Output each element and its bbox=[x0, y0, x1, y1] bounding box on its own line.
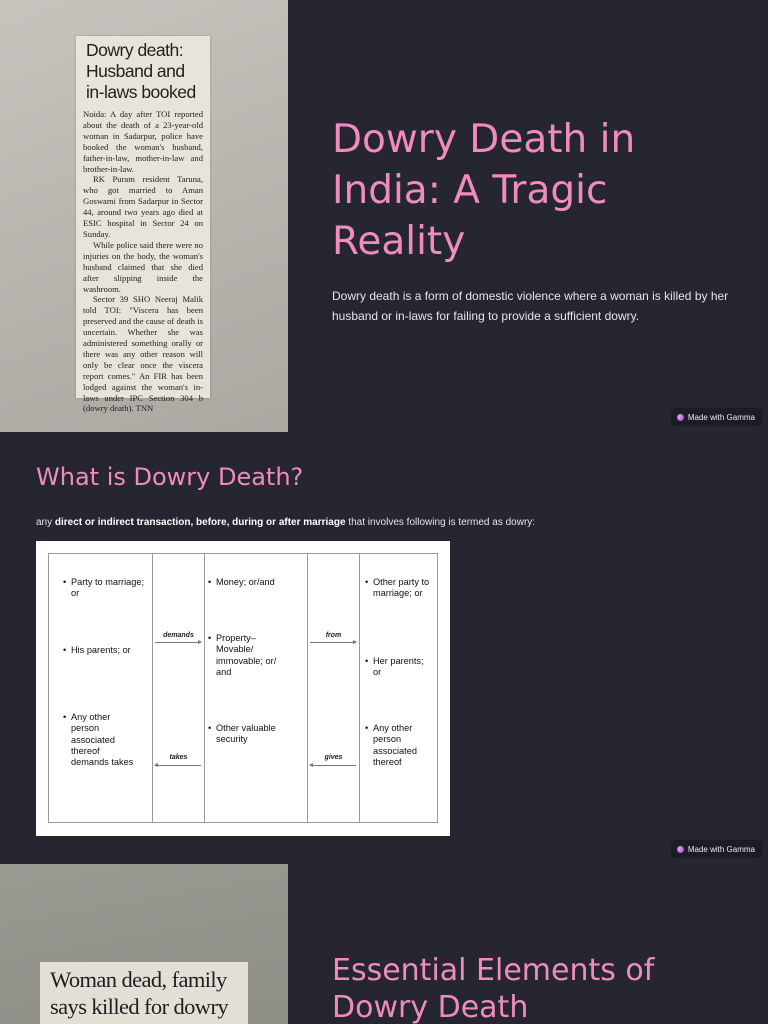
arrow-label-takes: takes bbox=[169, 754, 188, 761]
newspaper-photo bbox=[0, 864, 288, 1024]
column-divider bbox=[359, 554, 360, 822]
badge-label: Made with Gamma bbox=[687, 412, 755, 422]
intro-description: Dowry death is a form of domestic violence where a woman is killed by her husband or in-laws for failing to provide a sufficient dowry. bbox=[332, 289, 729, 323]
table-cell: • Her parents; or bbox=[365, 656, 424, 678]
clipping-body bbox=[83, 109, 203, 414]
table-cell: • Any other person associated thereof bbox=[365, 723, 417, 767]
left-arrow-icon bbox=[155, 765, 201, 766]
left-arrow-icon bbox=[310, 765, 356, 766]
section-title: What is Dowry Death? bbox=[36, 463, 304, 491]
clipping-headline: Woman dead, family says killed for dowry bbox=[40, 962, 248, 1024]
definition-text-bold: direct or indirect transaction, before, during or after marriage bbox=[54, 517, 346, 528]
newspaper-photo bbox=[0, 0, 288, 432]
column-divider bbox=[152, 554, 153, 822]
slide-definition bbox=[0, 432, 768, 864]
right-arrow-icon bbox=[310, 642, 356, 643]
column-divider bbox=[307, 554, 308, 822]
arrow-label-gives: gives bbox=[324, 754, 343, 761]
table-grid bbox=[48, 553, 438, 823]
dowry-definition-table bbox=[36, 541, 450, 836]
table-cell: • Property– Movable/ immovable; or/ and bbox=[208, 633, 277, 677]
right-arrow-icon bbox=[155, 642, 201, 643]
badge-label: Made with Gamma bbox=[687, 844, 755, 854]
gamma-logo-icon bbox=[677, 846, 684, 853]
made-with-gamma-badge[interactable] bbox=[671, 408, 762, 426]
table-cell: • His parents; or bbox=[63, 645, 131, 655]
definition-text bbox=[36, 516, 535, 530]
newspaper-clipping bbox=[76, 36, 210, 414]
table-cell: • Money; or/and bbox=[208, 577, 275, 587]
column-divider bbox=[204, 554, 205, 822]
gamma-logo-icon bbox=[677, 414, 684, 421]
arrow-label-from: from bbox=[325, 632, 342, 639]
section-title: Essential Elements of Dowry Death bbox=[332, 953, 655, 1024]
definition-text-end: that involves following is termed as dowry: bbox=[345, 517, 536, 528]
table-cell: • Other party to marriage; or bbox=[365, 577, 430, 599]
table-cell: • Any other person associated thereof demands takes bbox=[63, 712, 134, 768]
slide-intro bbox=[0, 0, 768, 432]
page-title: Dowry Death in India: A Tragic Reality bbox=[332, 117, 636, 264]
definition-text-start: any bbox=[36, 517, 55, 528]
clipping-paragraph: While police said there were no injuries on the body, the woman's husband claimed that she died after slipping inside the washroom. bbox=[83, 239, 203, 294]
table-cell: • Party to marriage; or bbox=[63, 577, 145, 599]
made-with-gamma-badge[interactable] bbox=[671, 840, 762, 858]
table-cell: • Other valuable security bbox=[208, 723, 276, 745]
clipping-paragraph: RK Puram resident Taruna, who got married to Aman Goswami from Sadarpur in Sector 44, around two years ago died at ESIC hospital in Sector 24 on Sunday. bbox=[83, 174, 203, 239]
arrow-label-demands: demands bbox=[163, 632, 194, 639]
clipping-paragraph: Sector 39 SHO Neeraj Malik told TOI: "Viscera has been preserved and the cause of death is uncertain. Whether she was administered something orally or there was any other reason will only be clear once the viscera report comes." An FIR has been lodged against the woman's in-laws under IPC Section 304 b (dowry death). TNN bbox=[83, 294, 203, 414]
clipping-paragraph: Noida: A day after TOI reported about the death of a 23-year-old woman in Sadarpur, police have booked the woman's husband, father-in-law, mother-in-law and brother-in-law. bbox=[83, 109, 203, 174]
slide-elements bbox=[0, 864, 768, 1024]
clipping-headline: Dowry death: Husband and in-laws booked bbox=[86, 40, 196, 102]
